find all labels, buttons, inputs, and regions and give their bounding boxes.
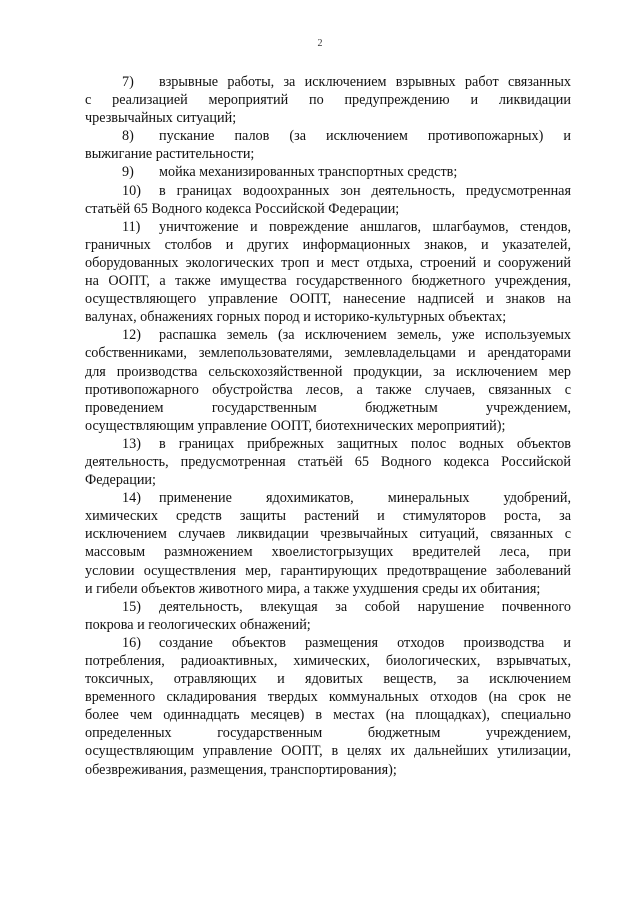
item-line: осуществляющим управление ООПТ, биотехнических мероприятий); [85, 417, 506, 434]
item-line: чрезвычайных ситуаций; [85, 110, 237, 127]
item-line: собственниками, землепользователями, землевладельцами и арендаторами [85, 345, 571, 362]
item-number: 7) [122, 74, 134, 90]
item-line: с реализацией мероприятий по предупреждению и ликвидации [85, 92, 571, 109]
item-line: покрова и геологических обнажений; [85, 616, 311, 633]
item-line: обезвреживания, размещения, транспортирования); [85, 761, 397, 778]
item-text: уничтожение и повреждение аншлагов, шлагбаумов, стендов, [159, 218, 571, 235]
item-text: деятельность, влекущая за собой нарушение почвенного [159, 598, 571, 615]
item-text: применение ядохимикатов, минеральных удобрений, [159, 490, 571, 507]
list-item [85, 598, 571, 634]
item-number: 12) [122, 327, 141, 344]
item-number: 9) [122, 164, 134, 181]
item-line: токсичных, отравляющих и ядовитых веществ, за исключением [85, 671, 571, 688]
item-first-line [85, 127, 571, 145]
item-number: 13) [122, 435, 141, 452]
item-first-line [85, 218, 571, 236]
list-item [85, 127, 571, 163]
item-first-line [85, 73, 571, 91]
item-line: валунах, обнажениях горных пород и историко-культурных объектах; [85, 309, 507, 326]
item-first-line [85, 182, 571, 200]
list-item [85, 218, 571, 327]
item-first-line [85, 598, 571, 616]
item-text: взрывные работы, за исключением взрывных работ связанных [159, 74, 571, 90]
item-number: 8) [122, 128, 134, 145]
list-item [85, 182, 571, 218]
item-number: 15) [122, 598, 141, 615]
item-line: определенных государственным бюджетным учреждением, [85, 725, 571, 742]
item-first-line [85, 326, 571, 344]
item-text: мойка механизированных транспортных средств; [159, 164, 458, 181]
item-line: и гибели объектов животного мира, а также ухудшения среды их обитания; [85, 580, 541, 597]
item-line: осуществляющего управление ООПТ, нанесение надписей и знаков на [85, 291, 571, 308]
list-item [85, 163, 571, 181]
item-line: условии осуществления мер, гарантирующих предотвращение заболеваний [85, 562, 571, 579]
item-first-line [85, 435, 571, 453]
item-text: в границах водоохранных зон деятельность, предусмотренная [159, 182, 571, 199]
item-line: деятельность, предусмотренная статьёй 65 Водного кодекса Российской [85, 453, 571, 470]
item-first-line [85, 163, 571, 181]
item-line: проведением государственным бюджетным учреждением, [85, 399, 571, 416]
item-number: 11) [122, 218, 141, 235]
item-first-line [85, 634, 571, 652]
item-line: массовым размножением хвоелистогрызущих вредителей леса, при [85, 544, 571, 561]
list-item [85, 634, 571, 779]
item-line: временного складирования твердых коммунальных отходов (на срок не [85, 689, 571, 706]
item-line: более чем одиннадцать месяцев) в местах (на площадках), специально [85, 707, 571, 724]
list-item [85, 489, 571, 598]
item-line: противопожарного обустройства лесов, а также случаев, связанных с [85, 381, 571, 398]
item-number: 14) [122, 490, 141, 507]
list-item [85, 73, 571, 127]
item-first-line [85, 489, 571, 507]
item-line: исключением случаев ликвидации чрезвычайных ситуаций, связанных с [85, 526, 571, 543]
item-line: оборудованных экологических троп и мест отдыха, строений и сооружений [85, 254, 571, 271]
item-text: пускание палов (за исключением противопожарных) и [159, 128, 571, 145]
item-text: в границах прибрежных защитных полос водных объектов [159, 435, 571, 452]
item-line: на ООПТ, а также имущества государственного бюджетного учреждения, [85, 273, 571, 290]
page-number: 2 [317, 38, 323, 49]
item-line: осуществляющим управление ООПТ, в целях их дальнейших утилизации, [85, 743, 571, 760]
list-item [85, 326, 571, 435]
item-line: Федерации; [85, 472, 156, 489]
document-body [85, 73, 571, 779]
item-line: граничных столбов и других информационных знаков, и указателей, [85, 236, 571, 253]
item-text: создание объектов размещения отходов производства и [159, 634, 571, 651]
item-number: 10) [122, 182, 141, 199]
item-text: распашка земель (за исключением земель, уже используемых [159, 327, 571, 344]
list-item [85, 435, 571, 489]
item-line: для производства сельскохозяйственной продукции, за исключением мер [85, 363, 571, 380]
item-line: химических средств защиты растений и стимуляторов роста, за [85, 508, 571, 525]
item-number: 16) [122, 634, 141, 651]
item-line: статьёй 65 Водного кодекса Российской Федерации; [85, 200, 400, 217]
item-line: потребления, радиоактивных, химических, биологических, взрывчатых, [85, 653, 571, 669]
item-line: выжигание растительности; [85, 146, 255, 163]
